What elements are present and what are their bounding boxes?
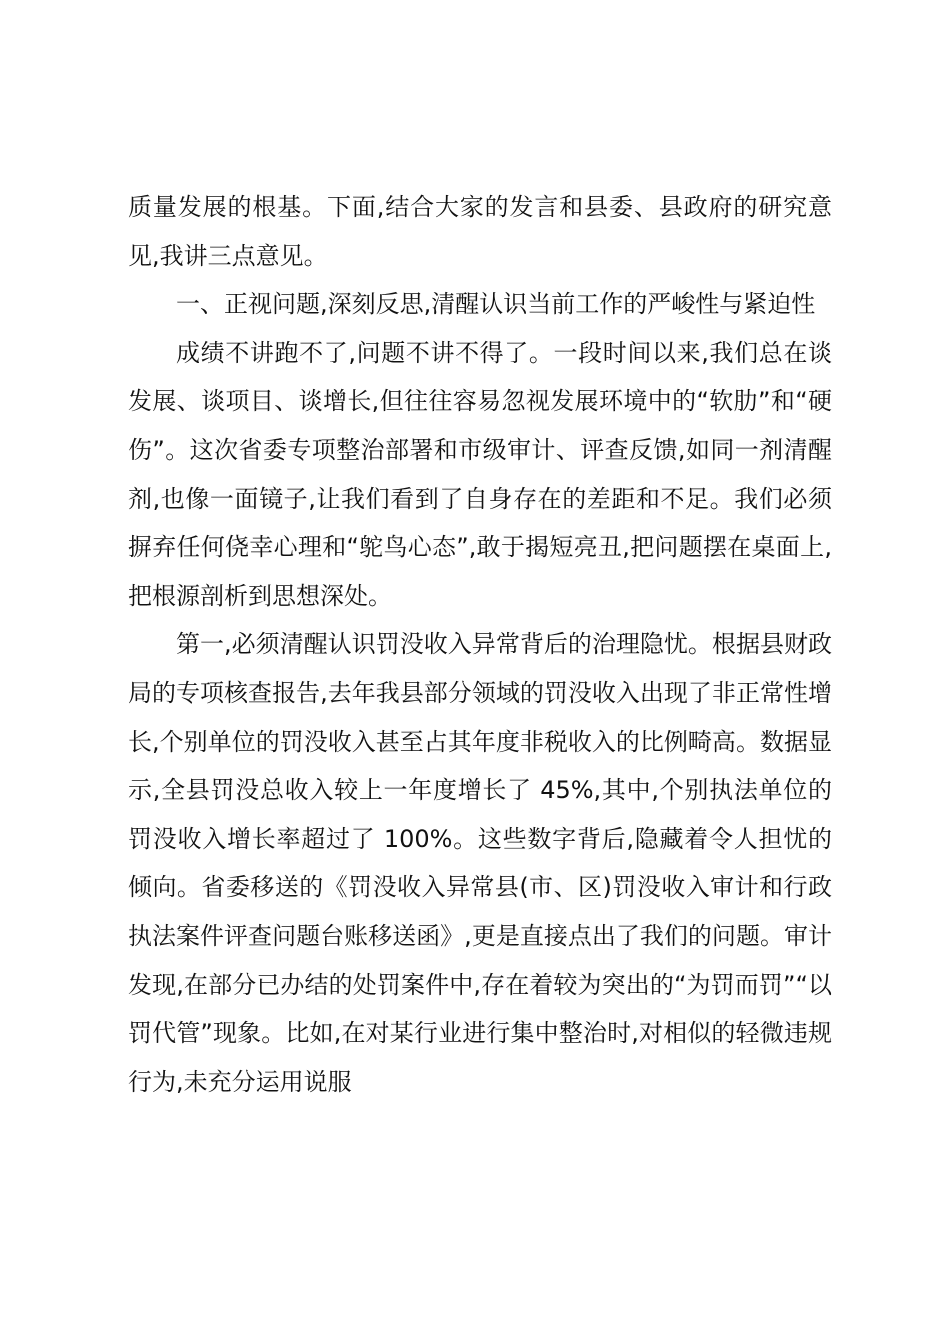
paragraph: 成绩不讲跑不了,问题不讲不得了。一段时间以来,我们总在谈发展、谈项目、谈增长,但往往容易忽视发展环境中的“软肋”和“硬伤”。这次省委专项整治部署和市级审计、评查反馈,如同一剂清醒剂,也像一面镜子,让我们看到了自身存在的差距和不足。我们必须摒弃任何侥幸心理和“鸵鸟心态”,敢于揭短亮丑,把问题摆在桌面上,把根源剖析到思想深处。	[128, 338, 832, 610]
document-body	[128, 183, 832, 1106]
paragraph-continuation: 质量发展的根基。下面,结合大家的发言和县委、县政府的研究意见,我讲三点意见。	[128, 193, 832, 270]
section-heading: 一、正视问题,深刻反思,清醒认识当前工作的严峻性与紧迫性	[176, 290, 816, 319]
paragraph: 第一,必须清醒认识罚没收入异常背后的治理隐忧。根据县财政局的专项核查报告,去年我县部分领域的罚没收入出现了非正常性增长,个别单位的罚没收入甚至占其年度非税收入的比例畸高。数据显示,全县罚没总收入较上一年度增长了 45%,其中,个别执法单位的罚没收入增长率超过了 100%。这些数字背后,隐藏着令人担忧的倾向。省委移送的《罚没收入异常县(市、区)罚没收入审计和行政执法案件评查问题台账移送函》,更是直接点出了我们的问题。审计发现,在部分已办结的处罚案件中,存在着较为突出的“为罚而罚”“以罚代管”现象。比如,在对某行业进行集中整治时,对相似的轻微违规行为,未充分运用说服	[128, 630, 832, 1096]
